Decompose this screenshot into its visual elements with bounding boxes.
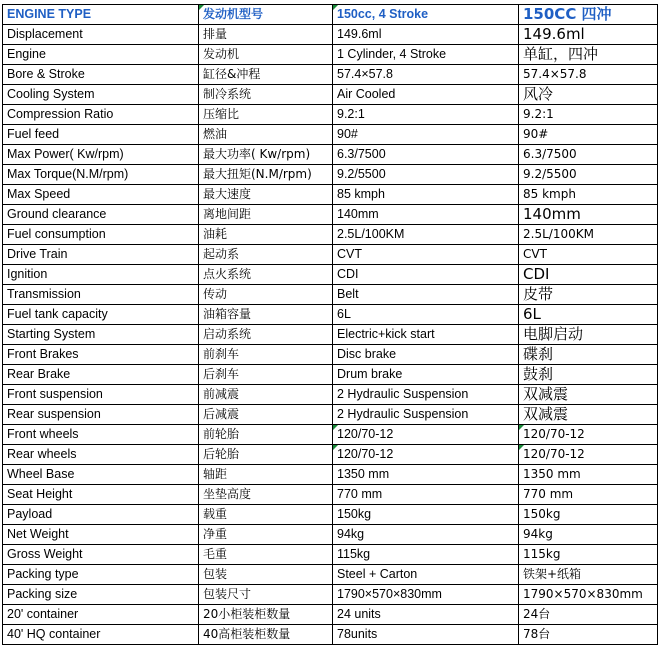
spec-value-en: 90# [333, 125, 519, 145]
table-row [3, 185, 658, 205]
header-cell-en-value: 150cc, 4 Stroke [333, 5, 519, 25]
spec-label-en: Gross Weight [3, 545, 199, 565]
spec-label-cn: 后减震 [199, 405, 333, 425]
spec-label-cn: 最大功率( Kw/rpm) [199, 145, 333, 165]
spec-label-cn: 最大扭矩(N.M/rpm) [199, 165, 333, 185]
spec-label-cn: 制冷系统 [199, 85, 333, 105]
header-cell-en-label: ENGINE TYPE [3, 5, 199, 25]
spec-value-cn: 1350 mm [519, 465, 658, 485]
table-row [3, 485, 658, 505]
table-row [3, 165, 658, 185]
spec-label-cn: 轴距 [199, 465, 333, 485]
spec-label-cn: 点火系统 [199, 265, 333, 285]
spec-label-cn: 20小柜装柜数量 [199, 605, 333, 625]
spec-label-en: Front suspension [3, 385, 199, 405]
spec-value-en: 149.6ml [333, 25, 519, 45]
spec-value-cn: 85 kmph [519, 185, 658, 205]
spec-label-en: Rear wheels [3, 445, 199, 465]
spec-label-cn: 油耗 [199, 225, 333, 245]
spec-value-cn: CVT [519, 245, 658, 265]
table-row [3, 505, 658, 525]
table-row [3, 125, 658, 145]
table-row [3, 45, 658, 65]
header-cell-cn-value: 150CC 四冲 [519, 5, 658, 25]
spec-value-en: 9.2/5500 [333, 165, 519, 185]
table-row [3, 285, 658, 305]
spec-value-cn: 1790×570×830mm [519, 585, 658, 605]
spec-value-cn: 铁架+纸箱 [519, 565, 658, 585]
spec-value-en: 78units [333, 625, 519, 645]
spec-value-cn: 6L [519, 305, 658, 325]
spec-value-cn: 78台 [519, 625, 658, 645]
spec-value-en: 2 Hydraulic Suspension [333, 405, 519, 425]
spec-label-en: 40' HQ container [3, 625, 199, 645]
spec-value-cn: 90# [519, 125, 658, 145]
spec-label-cn: 毛重 [199, 545, 333, 565]
spec-value-cn: 9.2/5500 [519, 165, 658, 185]
spec-value-cn: 9.2:1 [519, 105, 658, 125]
spec-label-en: Engine [3, 45, 199, 65]
spec-value-cn: 双减震 [519, 385, 658, 405]
spec-value-en: 770 mm [333, 485, 519, 505]
table-row [3, 225, 658, 245]
spec-value-cn: 皮带 [519, 285, 658, 305]
spec-label-en: Rear suspension [3, 405, 199, 425]
table-row [3, 605, 658, 625]
table-row [3, 585, 658, 605]
spec-value-cn: 140mm [519, 205, 658, 225]
spec-label-en: Packing type [3, 565, 199, 585]
spec-value-en: 9.2:1 [333, 105, 519, 125]
spec-value-en: 120/70-12 [333, 425, 519, 445]
spec-value-en: 150kg [333, 505, 519, 525]
spec-value-cn: CDI [519, 265, 658, 285]
table-row [3, 405, 658, 425]
spec-label-cn: 最大速度 [199, 185, 333, 205]
spec-value-en: CVT [333, 245, 519, 265]
table-row [3, 525, 658, 545]
spec-label-cn: 前刹车 [199, 345, 333, 365]
spec-value-cn: 碟刹 [519, 345, 658, 365]
table-row [3, 625, 658, 645]
spec-label-cn: 包装 [199, 565, 333, 585]
spec-value-cn: 单缸，四冲 [519, 45, 658, 65]
spec-label-en: Starting System [3, 325, 199, 345]
spec-value-en: 6L [333, 305, 519, 325]
spec-value-en: 85 kmph [333, 185, 519, 205]
spec-value-en: 57.4×57.8 [333, 65, 519, 85]
spec-label-en: Max Torque(N.M/rpm) [3, 165, 199, 185]
spec-value-cn: 24台 [519, 605, 658, 625]
spec-label-en: Fuel feed [3, 125, 199, 145]
spec-value-cn: 风冷 [519, 85, 658, 105]
spec-value-cn: 鼓刹 [519, 365, 658, 385]
spec-label-cn: 前减震 [199, 385, 333, 405]
table-row [3, 385, 658, 405]
table-row [3, 345, 658, 365]
spec-label-cn: 缸径&冲程 [199, 65, 333, 85]
spec-label-cn: 发动机 [199, 45, 333, 65]
spec-label-en: Payload [3, 505, 199, 525]
spec-value-cn: 6.3/7500 [519, 145, 658, 165]
spec-label-cn: 40高柜装柜数量 [199, 625, 333, 645]
spec-label-cn: 后刹车 [199, 365, 333, 385]
spec-label-en: Fuel tank capacity [3, 305, 199, 325]
spec-label-cn: 起动系 [199, 245, 333, 265]
table-row [3, 105, 658, 125]
table-row [3, 545, 658, 565]
spec-label-en: Max Speed [3, 185, 199, 205]
spec-label-cn: 燃油 [199, 125, 333, 145]
spec-value-en: 2.5L/100KM [333, 225, 519, 245]
spec-label-cn: 传动 [199, 285, 333, 305]
spec-value-en: Disc brake [333, 345, 519, 365]
spec-value-en: 6.3/7500 [333, 145, 519, 165]
spec-label-cn: 压缩比 [199, 105, 333, 125]
spec-label-en: Net Weight [3, 525, 199, 545]
spec-label-en: Front Brakes [3, 345, 199, 365]
table-row [3, 445, 658, 465]
spec-label-en: Transmission [3, 285, 199, 305]
spec-value-cn: 94kg [519, 525, 658, 545]
table-row [3, 305, 658, 325]
spec-label-en: Cooling System [3, 85, 199, 105]
spec-value-cn: 57.4×57.8 [519, 65, 658, 85]
table-row [3, 465, 658, 485]
table-row [3, 25, 658, 45]
spec-value-en: 1350 mm [333, 465, 519, 485]
spec-label-en: Displacement [3, 25, 199, 45]
spec-value-en: 24 units [333, 605, 519, 625]
spec-table-body [3, 5, 658, 645]
table-row [3, 65, 658, 85]
table-row [3, 265, 658, 285]
spec-value-cn: 149.6ml [519, 25, 658, 45]
spec-label-en: Fuel consumption [3, 225, 199, 245]
spec-value-cn: 115kg [519, 545, 658, 565]
spec-value-en: CDI [333, 265, 519, 285]
spec-label-cn: 后轮胎 [199, 445, 333, 465]
spec-value-en: 2 Hydraulic Suspension [333, 385, 519, 405]
spec-value-cn: 150kg [519, 505, 658, 525]
spec-value-en: 94kg [333, 525, 519, 545]
spec-value-cn: 双减震 [519, 405, 658, 425]
spec-value-en: 140mm [333, 205, 519, 225]
spec-label-cn: 启动系统 [199, 325, 333, 345]
spec-label-en: Front wheels [3, 425, 199, 445]
spec-value-cn: 120/70-12 [519, 445, 658, 465]
header-row [3, 5, 658, 25]
spec-label-cn: 包装尺寸 [199, 585, 333, 605]
header-cell-cn-label: 发动机型号 [199, 5, 333, 25]
spec-value-en: Drum brake [333, 365, 519, 385]
spec-value-en: Air Cooled [333, 85, 519, 105]
spec-value-cn: 2.5L/100KM [519, 225, 658, 245]
spec-value-en: 120/70-12 [333, 445, 519, 465]
spec-label-en: Packing size [3, 585, 199, 605]
spec-label-en: Compression Ratio [3, 105, 199, 125]
spec-label-cn: 前轮胎 [199, 425, 333, 445]
spec-value-cn: 770 mm [519, 485, 658, 505]
spec-label-en: Bore & Stroke [3, 65, 199, 85]
spec-value-en: Electric+kick start [333, 325, 519, 345]
table-row [3, 205, 658, 225]
spec-label-en: 20' container [3, 605, 199, 625]
table-row [3, 245, 658, 265]
spec-label-cn: 油箱容量 [199, 305, 333, 325]
spec-label-en: Rear Brake [3, 365, 199, 385]
spec-label-en: Wheel Base [3, 465, 199, 485]
table-row [3, 365, 658, 385]
spec-label-en: Ignition [3, 265, 199, 285]
spec-label-cn: 坐垫高度 [199, 485, 333, 505]
spec-label-en: Drive Train [3, 245, 199, 265]
table-row [3, 425, 658, 445]
spec-label-en: Max Power( Kw/rpm) [3, 145, 199, 165]
table-row [3, 85, 658, 105]
spec-value-en: Steel + Carton [333, 565, 519, 585]
spec-label-cn: 排量 [199, 25, 333, 45]
spec-value-cn: 120/70-12 [519, 425, 658, 445]
spec-table [2, 4, 658, 645]
spec-value-en: 115kg [333, 545, 519, 565]
spec-value-en: 1 Cylinder, 4 Stroke [333, 45, 519, 65]
spec-label-en: Ground clearance [3, 205, 199, 225]
table-row [3, 325, 658, 345]
spec-value-en: 1790×570×830mm [333, 585, 519, 605]
table-row [3, 145, 658, 165]
spec-label-en: Seat Height [3, 485, 199, 505]
spec-label-cn: 离地间距 [199, 205, 333, 225]
spec-label-cn: 净重 [199, 525, 333, 545]
spec-value-cn: 电脚启动 [519, 325, 658, 345]
spec-label-cn: 载重 [199, 505, 333, 525]
spec-value-en: Belt [333, 285, 519, 305]
table-row [3, 565, 658, 585]
